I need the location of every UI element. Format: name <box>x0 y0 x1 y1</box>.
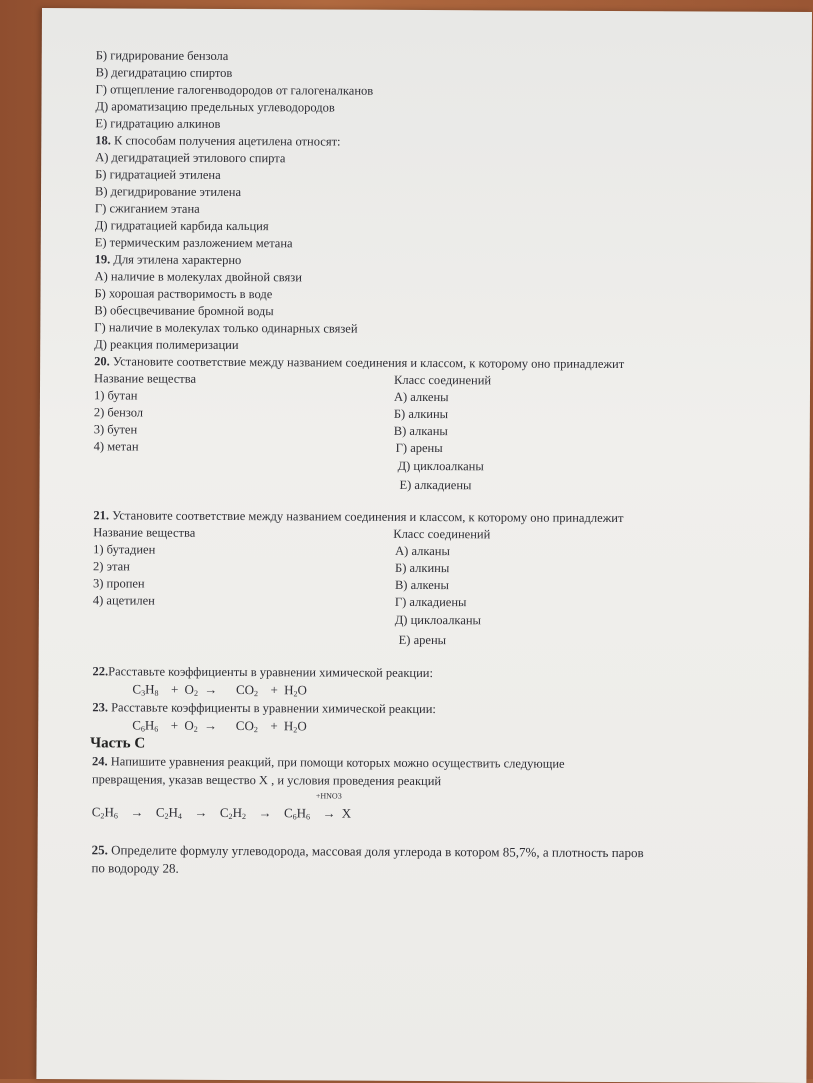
question-18 <box>95 133 340 148</box>
question-19 <box>95 252 242 267</box>
reaction-equation-23: $C_6H_6 + O_2 \to CO_2 + H_2O$ <box>132 717 307 735</box>
question-text-continued: превращения, указав вещество Х , и условия проведения реакций <box>91 772 442 789</box>
question-number: 20. <box>94 354 110 369</box>
option-line: Д) ароматизацию предельных углеводородов <box>95 99 335 115</box>
option-line: В) обесцвечивание бромной воды <box>94 303 274 319</box>
match-right-item: В) алкены <box>394 577 449 593</box>
question-text: Расставьте коэффициенты в уравнении химической реакции: <box>108 664 434 681</box>
question-text: Определите формулу углеводорода, массовая доля углерода в котором 85,7%, а плотность паров <box>111 842 644 861</box>
option-line: Е) гидратацию алкинов <box>95 116 221 131</box>
option-line: Д) реакция полимеризации <box>94 337 239 353</box>
question-text: К способам получения ацетилена относят: <box>114 133 341 149</box>
question-25 <box>92 843 644 860</box>
option-line: Е) термическим разложением метана <box>94 235 293 251</box>
question-24 <box>92 754 565 770</box>
question-23 <box>92 700 436 716</box>
column-header-right: Класс соединений <box>393 526 491 542</box>
match-right-item: Б) алкины <box>393 406 449 422</box>
option-line: А) наличие в молекулах двойной связи <box>94 269 302 285</box>
match-left-item: 3) бутен <box>93 422 138 437</box>
question-text: Установите соответствие между названием соединения и классом, к которому оно принадлежит <box>112 508 624 526</box>
option-line: А) дегидратацией этилового спирта <box>95 150 286 166</box>
column-header-right: Класс соединений <box>394 372 492 388</box>
question-number: 25. <box>91 842 108 858</box>
question-text: Напишите уравнения реакций, при помощи которых можно осуществить следующие <box>110 754 565 771</box>
match-right-item: Е) арены <box>398 632 447 648</box>
reaction-equation-22: $C_3H_8 + O_2 \to CO_2 + H_2O$ <box>132 681 307 699</box>
option-line: Д) гидратацией карбида кальция <box>94 218 269 234</box>
question-22 <box>92 664 433 680</box>
question-number: 18. <box>95 133 111 148</box>
option-line: Б) хорошая растворимость в воде <box>94 286 273 302</box>
match-left-item: 4) метан <box>93 439 139 454</box>
question-text: Расставьте коэффициенты в уравнении химической реакции: <box>111 700 436 717</box>
chain-end: → Х <box>322 805 352 821</box>
reaction-condition: +HNO3 <box>315 791 342 801</box>
question-number: 22. <box>92 664 109 679</box>
question-number: 23. <box>92 700 109 715</box>
match-right-item: Д) циклоалканы <box>394 612 482 628</box>
match-left-item: 3) пропен <box>92 576 145 591</box>
option-line: В) дегидрирование этилена <box>95 184 242 200</box>
match-right-item: А) алканы <box>395 543 450 559</box>
question-text: Для этилена характерно <box>113 252 242 268</box>
question-text: Установите соответствие между названием соединения и классом, к которому оно принадлежит <box>112 354 625 372</box>
column-header-left: Название вещества <box>93 525 196 540</box>
option-line: В) дегидратацию спиртов <box>95 65 233 80</box>
match-right-item: Д) циклоалканы <box>397 458 484 474</box>
worksheet-page <box>36 8 812 1083</box>
question-number: 24. <box>92 754 108 769</box>
match-right-item: Е) алкадиены <box>399 477 472 493</box>
match-left-item: 2) этан <box>93 559 130 574</box>
match-right-item: В) алканы <box>393 423 448 439</box>
section-heading: Часть С <box>90 735 146 752</box>
question-21 <box>93 508 623 525</box>
match-right-item: Г) алкадиены <box>394 594 467 610</box>
match-left-item: 2) бензол <box>93 405 144 420</box>
match-left-item: 1) бутан <box>93 388 138 403</box>
match-right-item: Г) арены <box>395 440 443 456</box>
option-line: Г) наличие в молекулах только одинарных связей <box>94 320 358 336</box>
match-right-item: Б) алкины <box>395 560 450 576</box>
column-header-left: Название вещества <box>94 371 197 386</box>
match-right-item: А) алкены <box>393 389 449 405</box>
option-line: Г) сжиганием этана <box>94 201 200 216</box>
transformation-chain: $C_2H_6 \to C_2H_4 \to C_2H_2 \to C_6H_6 \to Х$ <box>91 804 352 822</box>
question-text-continued: по водороду 28. <box>91 860 179 876</box>
question-20 <box>94 354 624 371</box>
option-line: Г) отщепление галогенводородов от галогеналканов <box>95 82 374 98</box>
option-line: Б) гидратацией этилена <box>95 167 221 182</box>
option-line: Б) гидрирование бензола <box>95 48 229 63</box>
match-left-item: 1) бутадиен <box>93 542 156 557</box>
question-number: 19. <box>94 252 111 267</box>
question-number: 21. <box>93 508 110 523</box>
match-left-item: 4) ацетилен <box>92 593 155 608</box>
